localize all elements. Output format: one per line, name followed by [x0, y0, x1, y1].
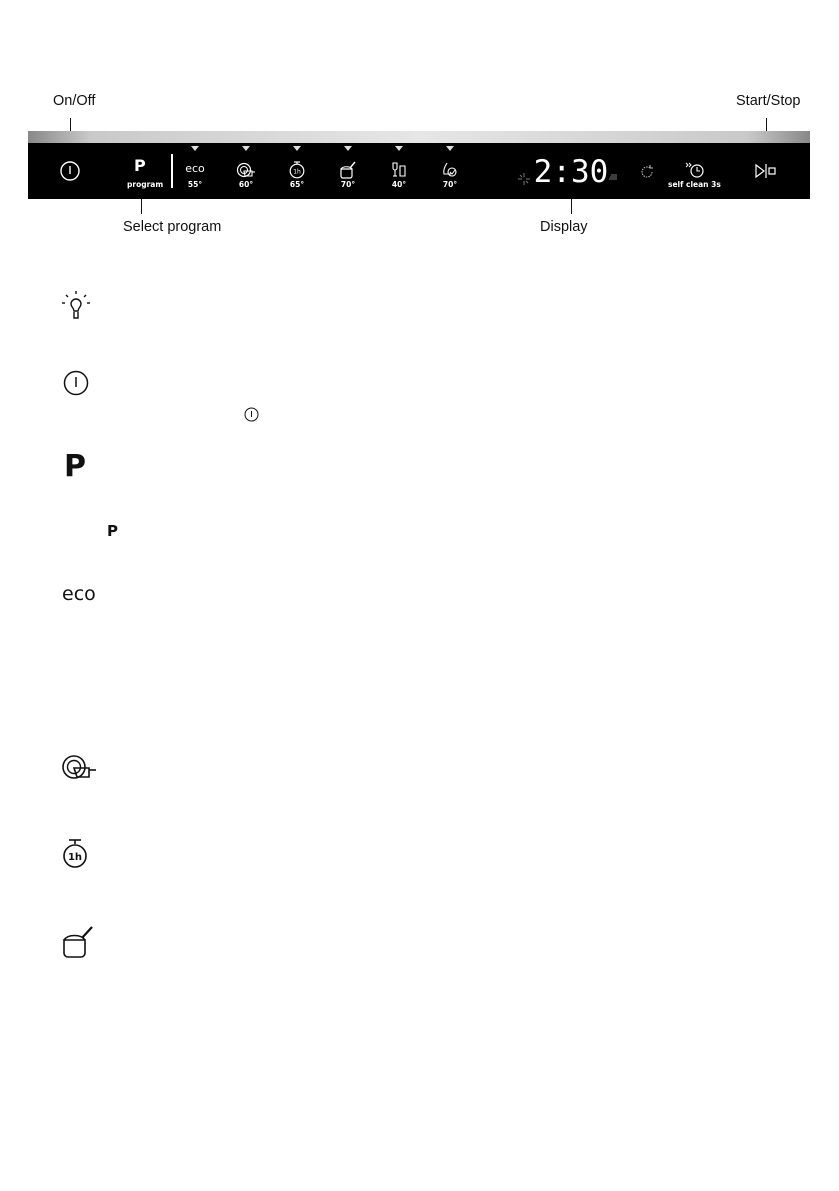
program-temp: 70°: [442, 180, 458, 189]
machine-care-icon: [639, 164, 655, 180]
time-display: [533, 154, 609, 190]
panel-separator: [171, 154, 173, 188]
stopwatch-1h-icon: [61, 838, 89, 870]
lightbulb-icon: [61, 290, 91, 322]
power-icon[interactable]: [60, 161, 80, 181]
power-icon-inline: [244, 407, 259, 422]
program-symbol: P: [64, 449, 86, 484]
program-indicator-arrow: [446, 146, 454, 151]
program-1h-button[interactable]: [281, 146, 313, 196]
stopwatch-1h-icon: [287, 161, 307, 179]
program-indicator-arrow: [191, 146, 199, 151]
program-intensive-button[interactable]: [230, 146, 262, 196]
quick-wash-icon: [440, 161, 460, 179]
program-indicator-arrow: [293, 146, 301, 151]
program-pots-button[interactable]: [332, 146, 364, 196]
svg-text:1h: 1h: [67, 852, 83, 863]
start-stop-callout: Start/Stop: [736, 93, 801, 109]
program-temp: 40°: [391, 180, 407, 189]
eco-symbol: eco: [62, 583, 96, 605]
program-temp: 55°: [187, 180, 203, 189]
control-panel: [28, 143, 810, 199]
pots-plate-icon: [61, 753, 99, 781]
panel-top-strip: [28, 131, 810, 143]
program-temp: 70°: [340, 180, 356, 189]
program-quick-button[interactable]: [434, 146, 466, 196]
display-callout: Display: [540, 219, 588, 235]
program-button-letter: P: [134, 156, 146, 175]
salt-indicator-icon: [608, 172, 618, 182]
on-off-callout: On/Off: [53, 93, 96, 109]
program-temp: 65°: [289, 180, 305, 189]
power-icon: [63, 370, 89, 396]
program-symbol-inline: P: [107, 522, 118, 540]
delay-timer-icon[interactable]: [684, 161, 706, 179]
svg-text:1h: 1h: [293, 168, 301, 176]
program-indicator-arrow: [344, 146, 352, 151]
program-temp: 60°: [238, 180, 254, 189]
time-display-text: 2:30: [533, 154, 609, 190]
program-eco-button[interactable]: [179, 146, 211, 196]
program-indicator-arrow: [395, 146, 403, 151]
glasses-icon: [389, 161, 409, 179]
pot-brush-icon: [338, 161, 358, 179]
self-clean-label: self clean 3s: [668, 180, 721, 189]
eco-label: eco: [185, 162, 205, 175]
pot-brush-icon: [61, 925, 97, 959]
start-stop-icon[interactable]: [754, 163, 778, 179]
program-indicator-arrow: [242, 146, 250, 151]
select-program-callout: Select program: [123, 219, 222, 235]
program-glass-button[interactable]: [383, 146, 415, 196]
rinse-aid-indicator-icon: [517, 172, 531, 186]
pots-plate-icon: [236, 161, 256, 179]
program-button-label: program: [127, 180, 164, 189]
